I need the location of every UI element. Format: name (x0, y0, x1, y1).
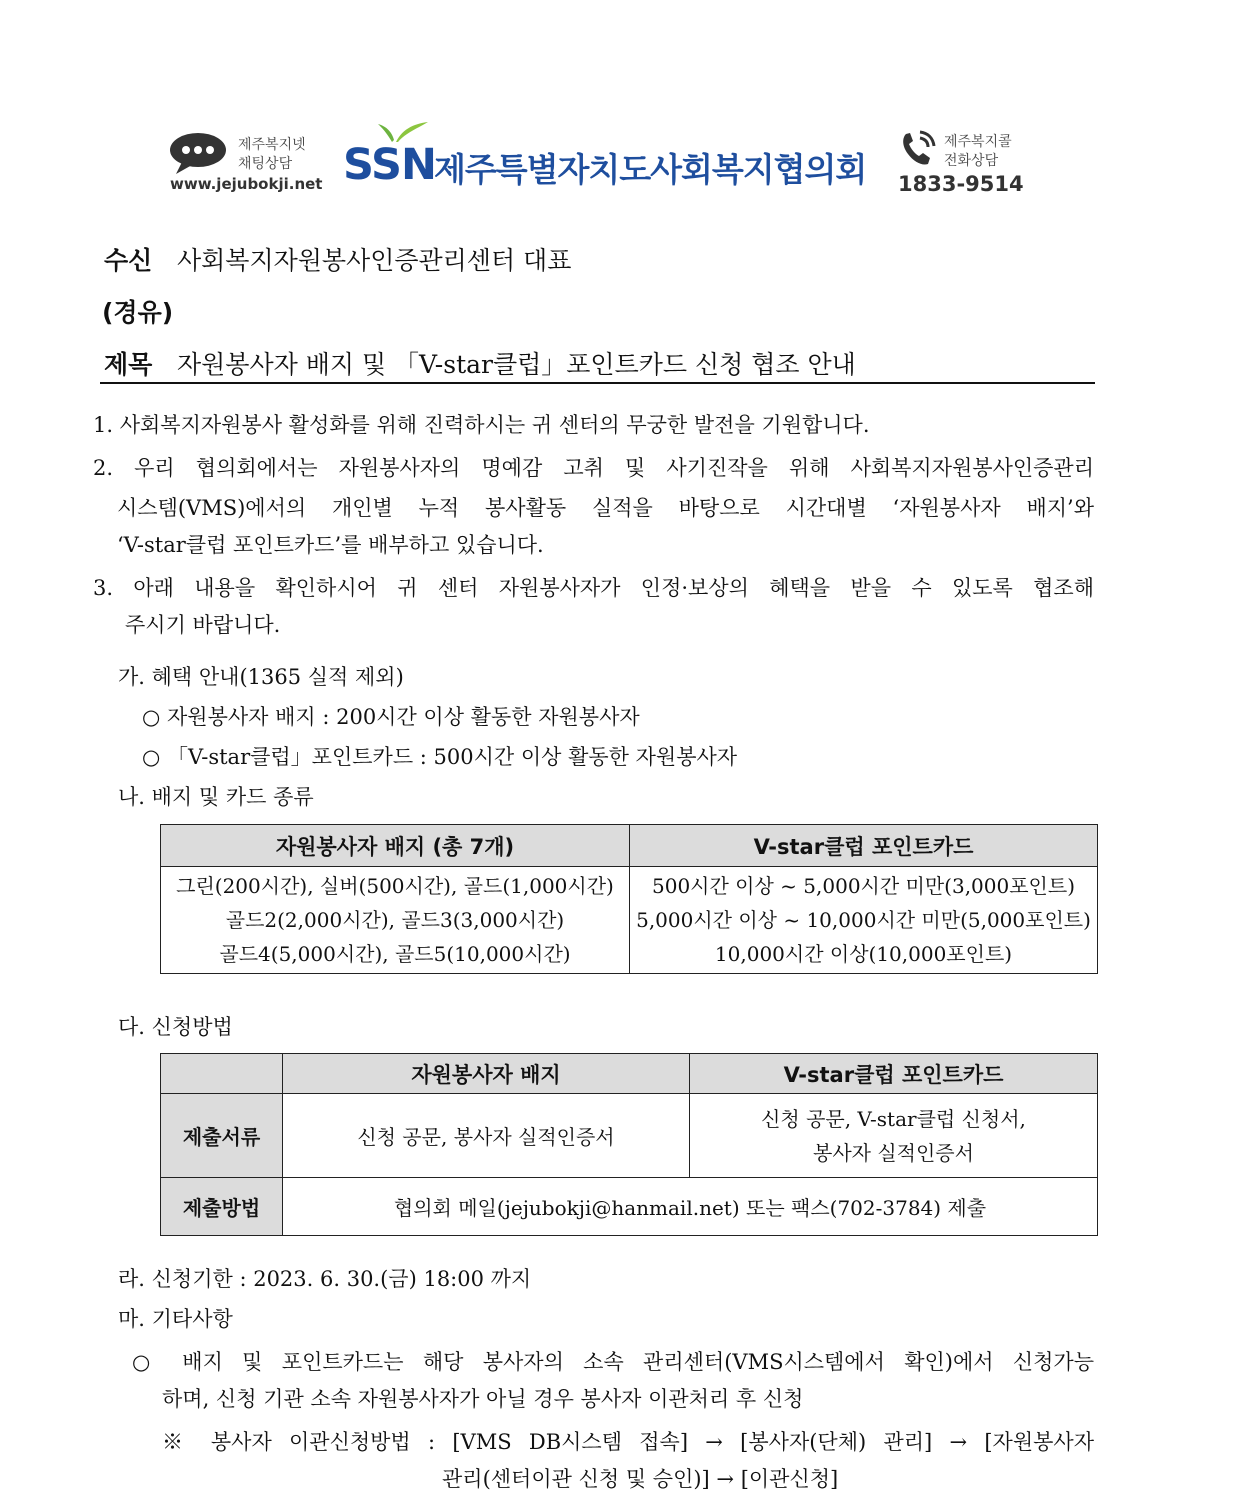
submission-row-label: 제출방법 (161, 1178, 283, 1236)
documents-badge-cell: 신청 공문, 봉사자 실적인증서 (283, 1094, 690, 1178)
section-a-item-2: ○ 「V-star클럽」포인트카드 : 500시간 이상 활동한 자원봉사자 (142, 745, 738, 769)
website-url[interactable]: www.jejubokji.net (170, 175, 323, 193)
phone-icon (896, 126, 940, 170)
badge-types-line: 골드4(5,000시간), 골드5(10,000시간) (219, 942, 571, 966)
section-a-title: 가. 혜택 안내(1365 실적 제외) (118, 665, 404, 689)
section-a-item-1: ○ 자원봉사자 배지 : 200시간 이상 활동한 자원봉사자 (142, 705, 640, 729)
phone-number: 1833-9514 (898, 172, 1024, 196)
card-types-header: V-star클럽 포인트카드 (630, 825, 1098, 867)
chat-consult-line2: 채팅상담 (238, 156, 293, 172)
documents-row-label: 제출서류 (161, 1094, 283, 1178)
section-b-title: 나. 배지 및 카드 종류 (118, 785, 314, 809)
section-c-title: 다. 신청방법 (118, 1015, 233, 1039)
section-e-item-line1: ○ 배지 및 포인트카드는 해당 봉사자의 소속 관리센터(VMS시스템에서 확인)에서 신청가능 (132, 1350, 1094, 1374)
via-label: (경유) (102, 298, 174, 327)
submission-method-cell: 협의회 메일(jejubokji@hanmail.net) 또는 팩스(702-3784) 제출 (283, 1178, 1098, 1236)
card-types-line: 5,000시간 이상 ~ 10,000시간 미만(5,000포인트) (636, 908, 1091, 932)
paragraph-2-line3: ‘V-star클럽 포인트카드’를 배부하고 있습니다. (117, 533, 544, 557)
subject-label: 제목 (104, 350, 153, 379)
chat-consult-line1: 제주복지넷 (238, 137, 306, 153)
card-types-line: 500시간 이상 ~ 5,000시간 미만(3,000포인트) (652, 874, 1075, 898)
paragraph-2-line2: 시스템(VMS)에서의 개인별 누적 봉사활동 실적을 바탕으로 시간대별 ‘자원봉사자 배지’와 (117, 496, 1094, 520)
application-method-table (160, 1053, 1098, 1236)
section-d-deadline: 라. 신청기한 : 2023. 6. 30.(금) 18:00 까지 (118, 1267, 532, 1291)
subject-value: 자원봉사자 배지 및 「V-star클럽」포인트카드 신청 협조 안내 (177, 350, 856, 379)
header-divider (100, 382, 1095, 384)
organization-name: 제주특별자치도사회복지협의회 (434, 150, 867, 189)
badge-types-line: 골드2(2,000시간), 골드3(3,000시간) (225, 908, 565, 932)
badge-header: 자원봉사자 배지 (283, 1054, 690, 1094)
chat-bubble-icon (168, 130, 234, 176)
section-e-item-line2: 하며, 신청 기관 소속 자원봉사자가 아닐 경우 봉사자 이관처리 후 신청 (162, 1387, 804, 1411)
card-types-line: 10,000시간 이상(10,000포인트) (714, 942, 1013, 966)
transfer-note-line2: 관리(센터이관 신청 및 승인)] → [이관신청] (442, 1467, 839, 1491)
badge-card-types-table (160, 824, 1098, 974)
phone-consult-line1: 제주복지콜 (944, 134, 1012, 150)
badge-types-header: 자원봉사자 배지 (총 7개) (161, 825, 630, 867)
section-e-title: 마. 기타사항 (118, 1307, 233, 1331)
paragraph-3-line1: 3. 아래 내용을 확인하시어 귀 센터 자원봉사자가 인정·보상의 혜택을 받을 수 있도록 협조해 (93, 576, 1094, 600)
phone-consult-line2: 전화상담 (944, 153, 999, 169)
paragraph-1: 1. 사회복지자원봉사 활성화를 위해 진력하시는 귀 센터의 무궁한 발전을 기원합니다. (93, 413, 870, 437)
card-header: V-star클럽 포인트카드 (690, 1054, 1098, 1094)
badge-types-line: 그린(200시간), 실버(500시간), 골드(1,000시간) (176, 874, 614, 898)
documents-card-line: 신청 공문, V-star클럽 신청서, (761, 1106, 1026, 1131)
paragraph-2-line1: 2. 우리 협의회에서는 자원봉사자의 명예감 고취 및 사기진작을 위해 사회복지자원봉사인증관리 (93, 456, 1094, 480)
transfer-note-line1: ※ 봉사자 이관신청방법 : [VMS DB시스템 접속] → [봉사자(단체) 관리] → [자원봉사자 (162, 1430, 1094, 1454)
to-value: 사회복지자원봉사인증관리센터 대표 (177, 246, 572, 275)
paragraph-3-line2: 주시기 바랍니다. (125, 613, 281, 637)
card-types-cell (630, 867, 1098, 974)
ssn-logo-text: SSN (343, 140, 436, 190)
empty-header (161, 1054, 283, 1094)
to-label: 수신 (104, 246, 153, 275)
documents-card-line: 봉사자 실적인증서 (813, 1140, 974, 1165)
badge-types-cell (161, 867, 630, 974)
documents-card-cell (690, 1094, 1098, 1178)
